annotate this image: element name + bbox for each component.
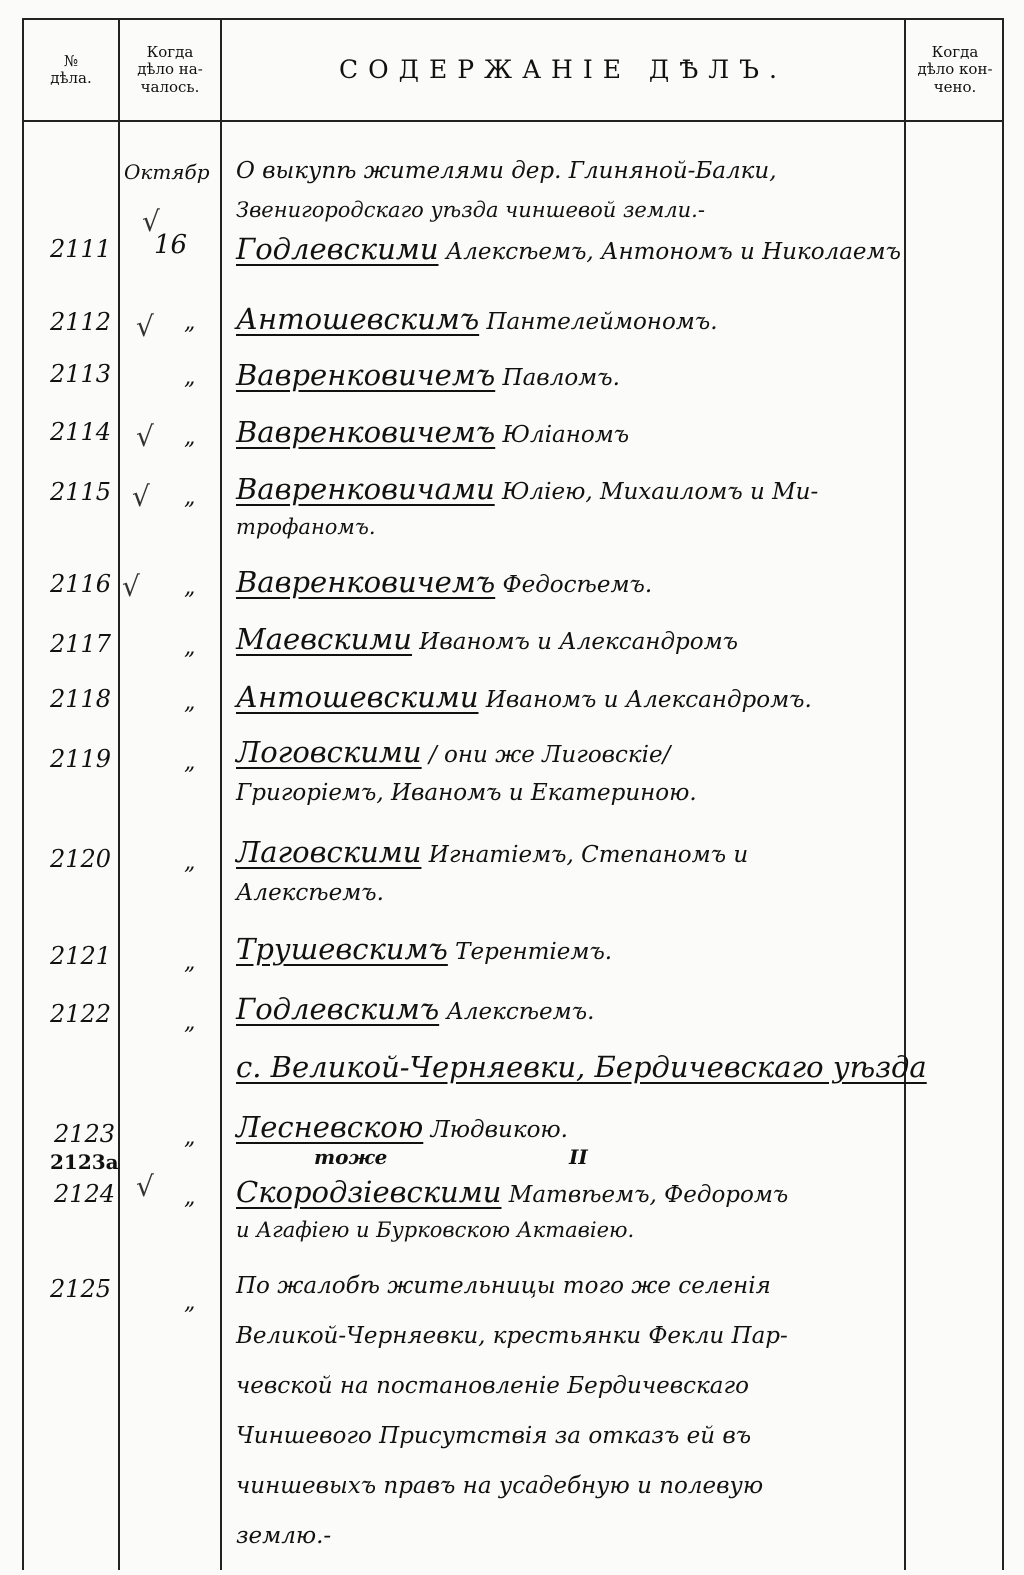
- case-continuation: землю.-: [236, 1523, 332, 1549]
- case-number: 2119: [50, 745, 112, 773]
- case-entry: [236, 932, 612, 966]
- header-divider: [24, 120, 1002, 122]
- case-detail: Юліею, Михаиломъ и Ми-: [502, 479, 819, 505]
- case-entry: [236, 622, 738, 656]
- section-heading: [236, 1050, 927, 1084]
- case-number: 2117: [50, 630, 112, 658]
- case-entry: [236, 415, 629, 449]
- header-started: Когда дѣло на- чалось.: [137, 43, 203, 96]
- ditto-mark: „: [184, 365, 196, 390]
- check-mark: √: [136, 1170, 154, 1203]
- column-divider: [118, 20, 120, 1570]
- ditto-mark: „: [184, 485, 196, 510]
- case-name: Скородзіевскими: [236, 1175, 502, 1209]
- case-continuation: Алексѣемъ.: [236, 880, 384, 906]
- ditto-mark: „: [184, 575, 196, 600]
- case-continuation: чиншевыхъ правъ на усадебную и полевую: [236, 1473, 764, 1499]
- case-detail: Алексѣемъ, Антономъ и Николаемъ: [445, 239, 901, 265]
- ditto-mark: „: [184, 690, 196, 715]
- ditto-mark: „: [184, 310, 196, 335]
- case-entry: [236, 302, 718, 336]
- case-name: Лесневскою: [236, 1110, 424, 1144]
- case-continuation: Великой-Черняевки, крестьянки Фекли Пар-: [236, 1323, 788, 1349]
- ditto-mark: „: [184, 1010, 196, 1035]
- case-name: Трушевскимъ: [236, 932, 448, 966]
- case-detail: Иваномъ и Александромъ.: [485, 687, 812, 713]
- case-number: 2123а: [50, 1150, 119, 1174]
- case-entry: [236, 232, 901, 266]
- ditto-mark: „: [184, 635, 196, 660]
- case-detail: Иваномъ и Александромъ: [419, 629, 738, 655]
- case-name: Вавренковичемъ: [236, 358, 496, 392]
- case-number: 2125: [50, 1275, 112, 1303]
- case-entry: [236, 1110, 568, 1144]
- date-day: 16: [154, 230, 188, 260]
- case-detail: Матвѣемъ, Федоромъ: [508, 1182, 789, 1208]
- case-continuation: Чиншевого Присутствія за отказъ ей въ: [236, 1423, 752, 1449]
- column-divider: [904, 20, 906, 1570]
- header-finished: Когда дѣло кон- чено.: [917, 43, 993, 96]
- ditto-mark: „: [184, 1290, 196, 1315]
- case-number: 2122: [50, 1000, 112, 1028]
- case-number: 2116: [50, 570, 112, 598]
- case-entry: [236, 992, 594, 1026]
- header-number: № дѣла.: [50, 51, 92, 87]
- case-number: 2118: [50, 685, 112, 713]
- case-number: 2113: [50, 360, 112, 388]
- case-name: Антошевскими: [236, 680, 479, 714]
- case-entry: [236, 358, 620, 392]
- check-mark: √: [122, 570, 140, 603]
- case-name: Вавренковичами: [236, 472, 495, 506]
- case-detail: Алексѣемъ.: [446, 999, 595, 1025]
- case-detail: / они же Лиговскіе/: [428, 742, 671, 768]
- date-month: Октябр: [124, 160, 210, 184]
- case-name: Годлевскими: [236, 232, 439, 266]
- case-name: Годлевскимъ: [236, 992, 440, 1026]
- case-continuation: трофаномъ.: [236, 515, 376, 539]
- case-continuation: и Агафіею и Бурковскою Актавіею.: [236, 1218, 635, 1242]
- case-number: 2112: [50, 308, 112, 336]
- case-continuation: чевской на постановленіе Бердичевскаго: [236, 1373, 749, 1399]
- case-entry: [236, 835, 748, 869]
- case-continuation: Григоріемъ, Иваномъ и Екатериною.: [236, 780, 697, 806]
- case-entry: [236, 565, 652, 599]
- check-mark: √: [136, 420, 154, 453]
- header-content: СОДЕРЖАНІЕ ДѢЛЪ.: [339, 54, 787, 84]
- ledger-page: [22, 18, 1004, 1570]
- annotation-same: тоже: [314, 1145, 388, 1169]
- case-detail: Юліаномъ: [502, 422, 630, 448]
- case-detail: Павломъ.: [502, 365, 620, 391]
- case-name: Логовскими: [236, 735, 422, 769]
- case-name: Маевскими: [236, 622, 412, 656]
- case-number: 2115: [50, 478, 112, 506]
- case-detail: Пантелеймономъ.: [486, 309, 718, 335]
- check-mark: √: [142, 205, 160, 238]
- case-entry: [236, 735, 670, 769]
- case-name: Вавренковичемъ: [236, 415, 496, 449]
- check-mark: √: [136, 310, 154, 343]
- case-entry: [236, 680, 812, 714]
- case-entry: По жалобѣ жительницы того же селенія: [236, 1273, 771, 1299]
- case-name: Антошевскимъ: [236, 302, 480, 336]
- case-name: Вавренковичемъ: [236, 565, 496, 599]
- case-number: 2120: [50, 845, 112, 873]
- check-mark: √: [132, 480, 150, 513]
- case-detail: Игнатіемъ, Степаномъ и: [428, 842, 749, 868]
- annotation-mark: II: [569, 1145, 588, 1169]
- ditto-mark: „: [184, 750, 196, 775]
- ditto-mark: „: [184, 425, 196, 450]
- case-entry: [236, 1175, 788, 1209]
- case-number: 2111: [50, 235, 112, 263]
- case-number: 2114: [50, 418, 112, 446]
- section-heading-text: с. Великой-Черняевки, Бердичевскаго уѣзда: [236, 1050, 927, 1084]
- case-detail: Людвикою.: [430, 1117, 568, 1143]
- section-heading: Звенигородскаго уѣзда чиншевой земли.-: [236, 198, 705, 222]
- column-divider: [220, 20, 222, 1570]
- case-detail: Терентіемъ.: [455, 939, 613, 965]
- case-number: 2124: [54, 1180, 116, 1208]
- case-number: 2123: [54, 1120, 116, 1148]
- case-detail: Федосѣемъ.: [502, 572, 653, 598]
- case-number: 2121: [50, 942, 112, 970]
- ditto-mark: „: [184, 850, 196, 875]
- ditto-mark: „: [184, 1185, 196, 1210]
- case-name: Лаговскими: [236, 835, 422, 869]
- ditto-mark: „: [184, 950, 196, 975]
- section-heading: О выкупѣ жителями дер. Глиняной-Балки,: [236, 158, 777, 184]
- case-entry: [236, 472, 818, 506]
- ditto-mark: „: [184, 1125, 196, 1150]
